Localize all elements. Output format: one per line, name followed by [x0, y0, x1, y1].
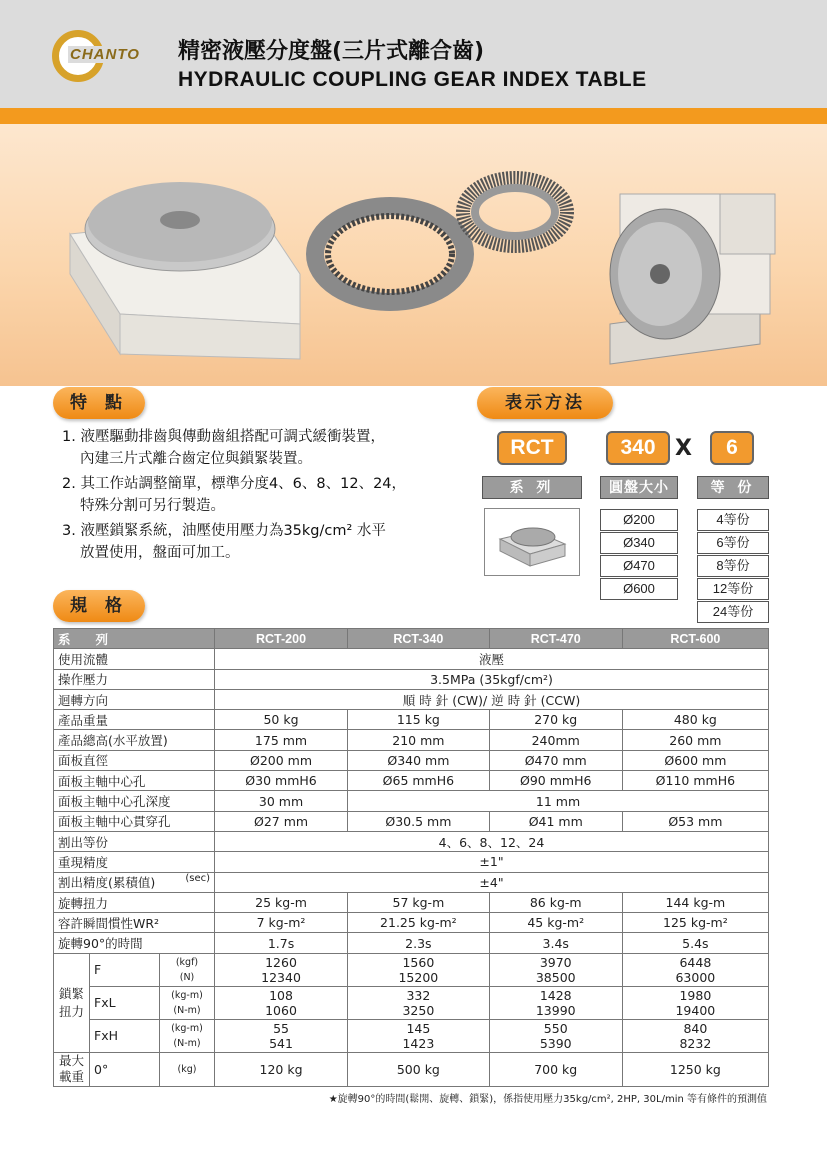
row-value: Ø90 mmH6: [489, 771, 622, 791]
division-label: 等 份: [697, 476, 769, 499]
page-title-zh: 精密液壓分度盤(三片式離合齒): [178, 39, 485, 64]
row-label: [54, 689, 215, 709]
lock-value: [489, 953, 622, 986]
row-value: Ø30 mmH6: [215, 771, 348, 791]
row-value: Ø53 mm: [622, 811, 768, 831]
lock-row-unit: [160, 1019, 215, 1052]
row-value: 5.4s: [622, 933, 768, 953]
lock-value-2: 15200: [398, 969, 439, 985]
size-label: 圓盤大小: [600, 476, 678, 499]
division-option: 6等份: [697, 532, 769, 554]
series-thumbnail: [484, 508, 580, 576]
division-code-box: 6: [710, 431, 754, 465]
lock-value: [215, 986, 348, 1019]
row-label-text: 面板主軸中心貫穿孔: [58, 814, 171, 830]
lock-value-2: 541: [269, 1035, 293, 1051]
row-label: [54, 750, 215, 770]
row-value: 7 kg-m²: [215, 913, 348, 933]
row-label: [54, 933, 215, 953]
footnote: ★旋轉90°的時間(鬆開、旋轉、鎖緊)，係指使用壓力35kg/cm², 2HP, 30L/min 等有條件的預測值: [328, 1094, 767, 1105]
lock-value-1: 145: [406, 1020, 431, 1036]
lock-value: [215, 953, 348, 986]
row-value: ±4": [215, 872, 769, 892]
row-value: 270 kg: [489, 710, 622, 730]
load-value: 120 kg: [215, 1052, 348, 1086]
spec-header-cell: RCT-340: [348, 629, 490, 649]
table-row: [54, 933, 769, 953]
lock-value-2: 19400: [675, 1002, 716, 1018]
lock-value-2: 5390: [539, 1035, 572, 1051]
row-value: 144 kg-m: [622, 892, 768, 912]
lock-value-1: 1428: [539, 987, 572, 1003]
row-value: 3.5MPa (35kgf/cm²): [215, 669, 769, 689]
row-value: Ø110 mmH6: [622, 771, 768, 791]
row-value: 50 kg: [215, 710, 348, 730]
row-value: 57 kg-m: [348, 892, 490, 912]
row-label: [54, 892, 215, 912]
row-value: 3.4s: [489, 933, 622, 953]
division-option: 8等份: [697, 555, 769, 577]
unit-line2: (N-m): [173, 1037, 201, 1049]
row-value: 45 kg-m²: [489, 913, 622, 933]
row-label: [54, 791, 215, 811]
lock-label-line2: 扭力: [58, 1003, 84, 1019]
lock-value-1: 840: [683, 1020, 708, 1036]
lock-value-2: 3250: [402, 1002, 435, 1018]
row-label: [54, 710, 215, 730]
row-label-text: 使用流體: [58, 651, 109, 667]
lock-value-1: 6448: [679, 954, 712, 970]
lock-value-1: 550: [543, 1020, 568, 1036]
product-photo: [0, 124, 827, 386]
series-code-box: RCT: [497, 431, 567, 465]
lock-value-1: 1560: [402, 954, 435, 970]
spec-header-row: [54, 629, 769, 649]
row-label: [54, 852, 215, 872]
row-value: Ø30.5 mm: [348, 811, 490, 831]
division-option: 24等份: [697, 601, 769, 623]
lock-value-1: 55: [273, 1020, 289, 1036]
unit-line1: (kgf): [175, 956, 199, 968]
row-value: 順 時 針 (CW)/ 逆 時 針 (CCW): [215, 689, 769, 709]
load-label-line1: 最大: [58, 1053, 84, 1069]
size-option: Ø600: [600, 578, 678, 600]
lock-value-1: 108: [269, 987, 293, 1003]
lock-value-2: 13990: [535, 1002, 576, 1018]
row-label-text: 割出等份: [58, 834, 109, 850]
lock-value-2: 8232: [679, 1035, 712, 1051]
lock-row-name: FxL: [90, 986, 160, 1019]
lock-value-2: 1423: [402, 1035, 435, 1051]
row-label-text: 產品重量: [58, 712, 109, 728]
row-label-text: 割出精度(累積值): [58, 875, 156, 891]
row-value: 115 kg: [348, 710, 490, 730]
row-value: 1.7s: [215, 933, 348, 953]
row-label-text: 面板直徑: [58, 753, 109, 769]
row-value: Ø27 mm: [215, 811, 348, 831]
lock-row-unit: [160, 953, 215, 986]
size-code-box: 340: [606, 431, 670, 465]
row-label-text: 面板主軸中心孔深度: [58, 794, 171, 810]
row-label: [54, 872, 215, 892]
lock-value-1: 3970: [539, 954, 572, 970]
row-value: 480 kg: [622, 710, 768, 730]
load-row-name: 0°: [90, 1052, 160, 1086]
size-option: Ø470: [600, 555, 678, 577]
row-label: [54, 811, 215, 831]
row-value: Ø200 mm: [215, 750, 348, 770]
table-row: [54, 649, 769, 669]
row-value: 4、6、8、12、24: [215, 831, 769, 851]
spec-header-cell: RCT-470: [489, 629, 622, 649]
table-row: [54, 689, 769, 709]
row-label-text: 旋轉扭力: [58, 895, 109, 911]
row-label-text: 重現精度: [58, 854, 109, 870]
row-value: Ø600 mm: [622, 750, 768, 770]
table-row: [54, 730, 769, 750]
coupling-gear-image: [315, 178, 567, 302]
notation-heading: 表示方法: [477, 387, 613, 419]
row-value: 11 mm: [348, 791, 769, 811]
features-heading: 特 點: [53, 387, 145, 419]
row-value: 21.25 kg-m²: [348, 913, 490, 933]
row-value: 260 mm: [622, 730, 768, 750]
lock-value: [489, 986, 622, 1019]
table-row: [54, 852, 769, 872]
size-option: Ø200: [600, 509, 678, 531]
lock-value: [622, 986, 768, 1019]
spec-header-cell: 系 列: [54, 629, 215, 649]
row-label: [54, 649, 215, 669]
load-row-unit: (kg): [160, 1052, 215, 1086]
row-value: 175 mm: [215, 730, 348, 750]
orange-divider: [0, 108, 827, 124]
row-value: 液壓: [215, 649, 769, 669]
table-row: [54, 811, 769, 831]
lock-row-name: FxH: [90, 1019, 160, 1052]
row-value: Ø41 mm: [489, 811, 622, 831]
lock-value-2: 38500: [535, 969, 576, 985]
spec-heading: 規 格: [53, 590, 145, 622]
load-value: 1250 kg: [622, 1052, 768, 1086]
lock-value: [348, 953, 490, 986]
feature-item-1: 1. 液壓驅動排齒與傳動齒組搭配可調式緩衝裝置， 內建三片式離合齒定位與鎖緊裝置。: [62, 429, 385, 467]
series-label: 系 列: [482, 476, 582, 499]
row-label-text: 面板主軸中心孔: [58, 773, 146, 789]
table-row: [54, 750, 769, 770]
table-row: [54, 1052, 769, 1086]
row-value: Ø340 mm: [348, 750, 490, 770]
row-value: 25 kg-m: [215, 892, 348, 912]
index-table-image: [70, 182, 300, 359]
unit-line1: (kg-m): [171, 989, 203, 1001]
table-row: [54, 669, 769, 689]
table-row: [54, 892, 769, 912]
unit-line2: (N): [179, 971, 195, 983]
lock-label: [54, 953, 90, 1052]
row-label-text: 旋轉90°的時間: [58, 936, 143, 952]
table-row: [54, 1019, 769, 1052]
logo-text: CHANTO: [70, 46, 140, 63]
lock-value-1: 1980: [679, 987, 712, 1003]
page-title-en: HYDRAULIC COUPLING GEAR INDEX TABLE: [178, 68, 647, 91]
load-label-line2: 載重: [58, 1069, 84, 1085]
row-value: ±1": [215, 852, 769, 872]
times-sign: X: [675, 436, 692, 461]
table-row: [54, 953, 769, 986]
lock-row-name: F: [90, 953, 160, 986]
lock-value: [215, 1019, 348, 1052]
row-value: 240mm: [489, 730, 622, 750]
row-value: Ø470 mm: [489, 750, 622, 770]
lock-row-unit: [160, 986, 215, 1019]
table-row: [54, 771, 769, 791]
division-option: 4等份: [697, 509, 769, 531]
lock-value-2: 1060: [265, 1002, 297, 1018]
row-value: 2.3s: [348, 933, 490, 953]
row-label-text: 容許瞬間慣性WR²: [58, 915, 160, 931]
row-value: 125 kg-m²: [622, 913, 768, 933]
load-label: [54, 1052, 90, 1086]
row-label-text: 迴轉方向: [58, 692, 109, 708]
row-label-text: 操作壓力: [58, 672, 109, 688]
row-value: 86 kg-m: [489, 892, 622, 912]
spec-header-cell: RCT-200: [215, 629, 348, 649]
lock-label-line1: 鎖緊: [58, 985, 84, 1001]
row-label: [54, 669, 215, 689]
lock-value-2: 12340: [261, 969, 301, 985]
lock-value: [622, 953, 768, 986]
lock-value-1: 332: [406, 987, 431, 1003]
lock-value: [622, 1019, 768, 1052]
row-label: [54, 831, 215, 851]
unit-line1: (kg-m): [171, 1022, 203, 1034]
division-option: 12等份: [697, 578, 769, 600]
row-label: [54, 730, 215, 750]
row-value: 30 mm: [215, 791, 348, 811]
lock-value: [348, 1019, 490, 1052]
unit-line2: (N-m): [173, 1004, 201, 1016]
feature-item-3: 3. 液壓鎖緊系統，油壓使用壓力為35kg/cm² 水平 放置使用，盤面可加工。: [62, 523, 386, 561]
table-row: [54, 831, 769, 851]
row-value: Ø65 mmH6: [348, 771, 490, 791]
table-row: [54, 986, 769, 1019]
lock-value: [348, 986, 490, 1019]
lock-value-2: 63000: [675, 969, 716, 985]
spec-header-cell: RCT-600: [622, 629, 768, 649]
load-value: 500 kg: [348, 1052, 490, 1086]
row-label: [54, 771, 215, 791]
table-row: [54, 872, 769, 892]
table-row: [54, 913, 769, 933]
table-row: [54, 710, 769, 730]
row-label: [54, 913, 215, 933]
size-option: Ø340: [600, 532, 678, 554]
lock-value-1: 1260: [265, 954, 297, 970]
lock-value: [489, 1019, 622, 1052]
table-row: [54, 791, 769, 811]
load-value: 700 kg: [489, 1052, 622, 1086]
rotary-table-image: [610, 194, 775, 364]
row-value: 210 mm: [348, 730, 490, 750]
spec-table: [53, 628, 769, 1087]
row-unit: (sec): [185, 873, 210, 885]
row-label-text: 產品總高(水平放置): [58, 733, 168, 749]
feature-item-2: 2. 其工作站調整簡單，標準分度4、6、8、12、24， 特殊分割可另行製造。: [62, 476, 407, 514]
